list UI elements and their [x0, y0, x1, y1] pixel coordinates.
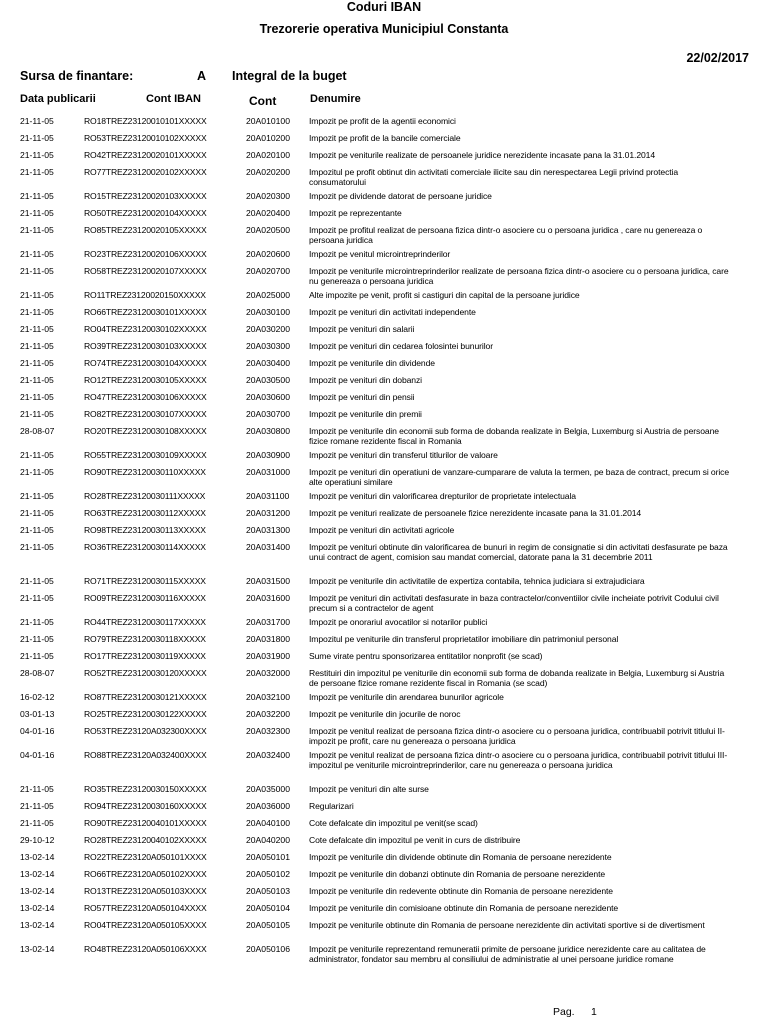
- table-row: [0, 373, 768, 390]
- cell-cont: 20A036000: [246, 801, 290, 811]
- cell-cont-iban: RO82TREZ23120030107XXXXX: [84, 409, 207, 419]
- cell-cont-iban: RO79TREZ23120030118XXXXX: [84, 634, 206, 644]
- table-row: [0, 632, 768, 649]
- cell-data-publicarii: 21-11-05: [20, 467, 54, 477]
- cell-denumire: Cote defalcate din impozitul pe venit(se scad): [309, 818, 478, 828]
- table-row: [0, 591, 768, 615]
- cell-cont-iban: RO90TREZ23120030110XXXXX: [84, 467, 206, 477]
- table-row: [0, 724, 768, 748]
- cell-cont-iban: RO87TREZ23120030121XXXXX: [84, 692, 207, 702]
- cell-data-publicarii: 21-11-05: [20, 409, 54, 419]
- cell-cont-iban: RO50TREZ23120020104XXXXX: [84, 208, 207, 218]
- cell-data-publicarii: 21-11-05: [20, 651, 54, 661]
- page-subtitle: Trezorerie operativa Municipiul Constanta: [259, 22, 509, 36]
- table-row: [0, 322, 768, 339]
- cell-denumire: Impozit pe profit de la bancile comerciale: [309, 133, 461, 143]
- cell-denumire: Impozit pe venituri din activitati desfasurate in baza contractelor/conventiilor civile incheiate potrivit Codului civil precum si a contractelor de agent: [309, 593, 719, 613]
- cell-cont: 20A020100: [246, 150, 290, 160]
- table-row: [0, 206, 768, 223]
- table-row: [0, 816, 768, 833]
- table-row: [0, 884, 768, 901]
- column-header-cont: Cont: [249, 94, 277, 108]
- cell-cont: 20A032400: [246, 750, 290, 760]
- table-row: [0, 114, 768, 131]
- cell-cont: 20A031800: [246, 634, 290, 644]
- table-row: [0, 489, 768, 506]
- cell-denumire: Impozit pe veniturile din dobanzi obtinute din Romania de persoane nerezidente: [309, 869, 606, 879]
- cell-denumire: Impozit pe veniturile din redevente obtinute din Romania de persoane nerezidente: [309, 886, 613, 896]
- cell-denumire: Sume virate pentru sponsorizarea entitatilor nonprofit (se scad): [309, 651, 543, 661]
- report-date: 22/02/2017: [686, 51, 749, 65]
- table-row: [0, 223, 768, 247]
- cell-cont-iban: RO35TREZ23120030150XXXXX: [84, 784, 207, 794]
- cell-cont: 20A030300: [246, 341, 290, 351]
- cell-cont-iban: RO09TREZ23120030116XXXXX: [84, 593, 206, 603]
- cell-data-publicarii: 21-11-05: [20, 341, 54, 351]
- column-header-data: Data publicarii: [20, 93, 96, 105]
- cell-data-publicarii: 21-11-05: [20, 191, 54, 201]
- cell-data-publicarii: 21-11-05: [20, 358, 54, 368]
- cell-denumire: Impozit pe veniturile microintreprinderilor realizate de persoana fizica dintr-o asociere cu o persoana juridica, care nu genereaza o persoana juridica: [309, 266, 729, 286]
- cell-data-publicarii: 13-02-14: [20, 903, 55, 913]
- cell-cont: 20A031300: [246, 525, 290, 535]
- cell-data-publicarii: 21-11-05: [20, 324, 54, 334]
- table-row: [0, 649, 768, 666]
- cell-cont: 20A030800: [246, 426, 290, 436]
- table-row: [0, 540, 768, 574]
- cell-cont: 20A040100: [246, 818, 290, 828]
- cell-denumire: Impozit pe venituri din activitati agricole: [309, 525, 455, 535]
- iban-table: [0, 114, 768, 976]
- cell-data-publicarii: 13-02-14: [20, 944, 55, 954]
- cell-cont: 20A031100: [246, 491, 290, 501]
- table-row: [0, 615, 768, 632]
- cell-data-publicarii: 04-01-16: [20, 750, 55, 760]
- cell-denumire: Impozit pe venituri din salarii: [309, 324, 415, 334]
- cell-cont-iban: RO20TREZ23120030108XXXXX: [84, 426, 207, 436]
- table-row: [0, 799, 768, 816]
- cell-cont: 20A030600: [246, 392, 290, 402]
- cell-data-publicarii: 21-11-05: [20, 634, 54, 644]
- cell-cont: 20A030700: [246, 409, 290, 419]
- cell-cont-iban: RO48TREZ23120A050106XXXX: [84, 944, 207, 954]
- cell-cont-iban: RO22TREZ23120A050101XXXX: [84, 852, 207, 862]
- table-row: [0, 339, 768, 356]
- cell-denumire: Impozit pe venituri din transferul titlurilor de valoare: [309, 450, 498, 460]
- cell-cont-iban: RO18TREZ23120010101XXXXX: [84, 116, 207, 126]
- table-row: [0, 424, 768, 448]
- table-row: [0, 465, 768, 489]
- cell-cont: 20A050102: [246, 869, 290, 879]
- cell-cont-iban: RO53TREZ23120A032300XXXX: [84, 726, 207, 736]
- table-row: [0, 148, 768, 165]
- sursa-description: Integral de la buget: [232, 69, 347, 83]
- cell-cont: 20A020300: [246, 191, 290, 201]
- table-row: [0, 131, 768, 148]
- cell-cont: 20A031600: [246, 593, 290, 603]
- cell-denumire: Impozit pe reprezentante: [309, 208, 402, 218]
- table-row: [0, 574, 768, 591]
- cell-data-publicarii: 21-11-05: [20, 593, 54, 603]
- table-row: [0, 305, 768, 322]
- cell-data-publicarii: 28-08-07: [20, 426, 55, 436]
- cell-data-publicarii: 29-10-12: [20, 835, 55, 845]
- cell-cont: 20A031200: [246, 508, 290, 518]
- cell-data-publicarii: 13-02-14: [20, 869, 55, 879]
- cell-denumire: Impozit pe veniturile din comisioane obtinute din Romania de persoane nerezidente: [309, 903, 619, 913]
- cell-cont-iban: RO12TREZ23120030105XXXXX: [84, 375, 207, 385]
- cell-denumire: Impozit pe veniturile obtinute din Romania de persoane nerezidente din activitati sportive si de divertisment: [309, 920, 705, 930]
- cell-data-publicarii: 21-11-05: [20, 617, 54, 627]
- cell-cont-iban: RO66TREZ23120030101XXXXX: [84, 307, 207, 317]
- cell-cont: 20A031500: [246, 576, 290, 586]
- cell-cont-iban: RO98TREZ23120030113XXXXX: [84, 525, 206, 535]
- cell-data-publicarii: 21-11-05: [20, 576, 54, 586]
- cell-cont: 20A031000: [246, 467, 290, 477]
- cell-cont: 20A030900: [246, 450, 290, 460]
- cell-denumire: Impozit pe veniturile din dividende obtinute din Romania de persoane nerezidente: [309, 852, 612, 862]
- cell-denumire: Impozit pe venituri realizate de persoanele fizice nerezidente incasate pana la 31.01.2014: [309, 508, 642, 518]
- table-row: [0, 707, 768, 724]
- cell-cont: 20A010200: [246, 133, 290, 143]
- table-row: [0, 918, 768, 942]
- cell-cont-iban: RO90TREZ23120040101XXXXX: [84, 818, 207, 828]
- cell-cont: 20A020400: [246, 208, 290, 218]
- page-title: Coduri IBAN: [346, 0, 422, 14]
- cell-cont: 20A025000: [246, 290, 290, 300]
- table-row: [0, 523, 768, 540]
- cell-cont-iban: RO71TREZ23120030115XXXXX: [84, 576, 206, 586]
- cell-cont: 20A030100: [246, 307, 290, 317]
- cell-denumire: Impozitul pe veniturile din transferul proprietatilor imobiliare din patrimoniul personal: [309, 634, 619, 644]
- sursa-label: Sursa de finantare:: [20, 69, 134, 83]
- cell-cont-iban: RO23TREZ23120020106XXXXX: [84, 249, 207, 259]
- cell-cont: 20A050101: [246, 852, 290, 862]
- table-row: [0, 901, 768, 918]
- cell-denumire: Impozit pe veniturile din activitatile de expertiza contabila, tehnica judiciara si extrajudiciara: [309, 576, 645, 586]
- cell-cont-iban: RO42TREZ23120020101XXXXX: [84, 150, 207, 160]
- table-row: [0, 748, 768, 782]
- cell-denumire: Impozit pe veniturile din arendarea bunurilor agricole: [309, 692, 504, 702]
- cell-denumire: Impozit pe veniturile din dividende: [309, 358, 435, 368]
- cell-cont: 20A031700: [246, 617, 290, 627]
- cell-cont: 20A020500: [246, 225, 290, 235]
- cell-denumire: Impozit pe venituri din pensii: [309, 392, 415, 402]
- cell-denumire: Restituiri din impozitul pe veniturile din economii sub forma de dobanda realizate in Belgia, Luxemburg si Austria de persoane fizice romane rezidente fiscal in Romania (se scad): [309, 668, 725, 688]
- cell-data-publicarii: 16-02-12: [20, 692, 55, 702]
- cell-denumire: Impozit pe dividende datorat de persoane juridice: [309, 191, 492, 201]
- cell-cont-iban: RO28TREZ23120030111XXXXX: [84, 491, 206, 501]
- cell-denumire: Impozit pe venituri din dobanzi: [309, 375, 422, 385]
- table-row: [0, 165, 768, 189]
- page-label: Pag.: [553, 1006, 575, 1018]
- cell-data-publicarii: 21-11-05: [20, 150, 54, 160]
- cell-cont: 20A032200: [246, 709, 290, 719]
- cell-cont-iban: RO47TREZ23120030106XXXXX: [84, 392, 207, 402]
- cell-cont-iban: RO94TREZ23120030160XXXXX: [84, 801, 207, 811]
- cell-cont: 20A050104: [246, 903, 290, 913]
- cell-data-publicarii: 28-08-07: [20, 668, 55, 678]
- cell-cont: 20A040200: [246, 835, 290, 845]
- table-row: [0, 448, 768, 465]
- cell-cont-iban: RO44TREZ23120030117XXXXX: [84, 617, 206, 627]
- cell-cont-iban: RO63TREZ23120030112XXXXX: [84, 508, 206, 518]
- cell-data-publicarii: 21-11-05: [20, 491, 54, 501]
- cell-data-publicarii: 21-11-05: [20, 249, 54, 259]
- cell-cont-iban: RO28TREZ23120040102XXXXX: [84, 835, 207, 845]
- cell-cont-iban: RO15TREZ23120020103XXXXX: [84, 191, 207, 201]
- cell-cont-iban: RO85TREZ23120020105XXXXX: [84, 225, 207, 235]
- cell-data-publicarii: 13-02-14: [20, 852, 55, 862]
- cell-data-publicarii: 21-11-05: [20, 208, 54, 218]
- cell-data-publicarii: 21-11-05: [20, 116, 54, 126]
- cell-denumire: Impozit pe veniturile din premii: [309, 409, 422, 419]
- cell-data-publicarii: 21-11-05: [20, 784, 54, 794]
- table-row: [0, 850, 768, 867]
- cell-cont: 20A020200: [246, 167, 290, 177]
- column-header-denumire: Denumire: [310, 93, 361, 105]
- cell-denumire: Impozit pe veniturile reprezentand remuneratii primite de persoane juridice nerezidente care au calitatea de administrator, fondator sau membru al consiliului de administratie al unei persoane juridice romane: [309, 944, 706, 964]
- cell-denumire: Impozit pe veniturile din economii sub forma de dobanda realizate in Belgia, Luxemburg si Austria de persoane fizice romane rezidente fiscal in Romania: [309, 426, 719, 446]
- page-number: 1: [591, 1006, 597, 1018]
- cell-data-publicarii: 13-02-14: [20, 886, 55, 896]
- table-row: [0, 666, 768, 690]
- cell-cont-iban: RO66TREZ23120A050102XXXX: [84, 869, 207, 879]
- cell-denumire: Cote defalcate din impozitul pe venit in curs de distribuire: [309, 835, 521, 845]
- cell-cont-iban: RO88TREZ23120A032400XXXX: [84, 750, 207, 760]
- cell-cont-iban: RO17TREZ23120030119XXXXX: [84, 651, 206, 661]
- cell-cont: 20A030400: [246, 358, 290, 368]
- cell-data-publicarii: 21-11-05: [20, 801, 54, 811]
- cell-cont: 20A020700: [246, 266, 290, 276]
- table-row: [0, 264, 768, 288]
- table-row: [0, 356, 768, 373]
- cell-denumire: Impozit pe veniturile realizate de persoanele juridice nerezidente incasate pana la 31.01.2014: [309, 150, 656, 160]
- sursa-code: A: [197, 69, 207, 83]
- cell-cont: 20A032000: [246, 668, 290, 678]
- cell-data-publicarii: 04-01-16: [20, 726, 55, 736]
- cell-data-publicarii: 03-01-13: [20, 709, 55, 719]
- cell-cont: 20A050103: [246, 886, 290, 896]
- cell-denumire: Impozit pe profitul realizat de persoana fizica dintr-o asociere cu o persoana juridica , care nu genereaza o persoana juridica: [309, 225, 703, 245]
- cell-cont-iban: RO55TREZ23120030109XXXXX: [84, 450, 207, 460]
- cell-cont-iban: RO25TREZ23120030122XXXXX: [84, 709, 207, 719]
- cell-cont-iban: RO53TREZ23120010102XXXXX: [84, 133, 207, 143]
- cell-cont-iban: RO77TREZ23120020102XXXXX: [84, 167, 207, 177]
- cell-denumire: Impozit pe onorariul avocatilor si notarilor publici: [309, 617, 488, 627]
- cell-data-publicarii: 21-11-05: [20, 818, 54, 828]
- cell-cont-iban: RO57TREZ23120A050104XXXX: [84, 903, 207, 913]
- cell-cont: 20A035000: [246, 784, 290, 794]
- cell-denumire: Impozit pe venituri din alte surse: [309, 784, 429, 794]
- table-row: [0, 390, 768, 407]
- table-row: [0, 690, 768, 707]
- cell-cont: 20A050106: [246, 944, 290, 954]
- cell-cont-iban: RO36TREZ23120030114XXXXX: [84, 542, 206, 552]
- cell-denumire: Impozit pe venituri din cedarea folosintei bunurilor: [309, 341, 493, 351]
- cell-denumire: Impozit pe venitul realizat de persoana fizica dintr-o asociere cu o persoana juridica, contribuabil potrivit titlului III-impozitul pe veniturile microintreprinderilor, care nu genereaza o persoana juridica: [309, 750, 728, 770]
- cell-cont: 20A020600: [246, 249, 290, 259]
- cell-cont: 20A030200: [246, 324, 290, 334]
- table-row: [0, 782, 768, 799]
- cell-cont-iban: RO74TREZ23120030104XXXXX: [84, 358, 207, 368]
- cell-denumire: Impozit pe profit de la agentii economici: [309, 116, 456, 126]
- cell-denumire: Impozit pe venituri din operatiuni de vanzare-cumparare de valuta la termen, pe baza de contract, precum si orice alte operatiuni similare: [309, 467, 730, 487]
- cell-cont-iban: RO39TREZ23120030103XXXXX: [84, 341, 207, 351]
- table-row: [0, 942, 768, 976]
- cell-denumire: Impozit pe venituri din activitati independente: [309, 307, 476, 317]
- cell-denumire: Impozit pe venitul microintreprinderilor: [309, 249, 451, 259]
- cell-data-publicarii: 21-11-05: [20, 508, 54, 518]
- cell-cont: 20A050105: [246, 920, 290, 930]
- cell-cont-iban: RO52TREZ23120030120XXXXX: [84, 668, 207, 678]
- cell-data-publicarii: 21-11-05: [20, 375, 54, 385]
- table-row: [0, 506, 768, 523]
- cell-cont: 20A031400: [246, 542, 290, 552]
- table-row: [0, 407, 768, 424]
- cell-data-publicarii: 21-11-05: [20, 450, 54, 460]
- cell-cont-iban: RO04TREZ23120030102XXXXX: [84, 324, 207, 334]
- table-row: [0, 189, 768, 206]
- cell-data-publicarii: 21-11-05: [20, 307, 54, 317]
- cell-cont: 20A031900: [246, 651, 290, 661]
- cell-denumire: Impozitul pe profit obtinut din activitati comerciale ilicite sau din nerespectarea Legii privind protectia consumatorului: [309, 167, 679, 187]
- cell-cont-iban: RO11TREZ23120020150XXXXX: [84, 290, 206, 300]
- cell-denumire: Alte impozite pe venit, profit si castiguri din capital de la persoane juridice: [309, 290, 580, 300]
- table-row: [0, 247, 768, 264]
- cell-denumire: Regularizari: [309, 801, 354, 811]
- cell-cont: 20A010100: [246, 116, 290, 126]
- table-row: [0, 833, 768, 850]
- cell-cont: 20A032100: [246, 692, 290, 702]
- table-row: [0, 867, 768, 884]
- cell-data-publicarii: 21-11-05: [20, 167, 54, 177]
- cell-data-publicarii: 13-02-14: [20, 920, 55, 930]
- cell-data-publicarii: 21-11-05: [20, 392, 54, 402]
- cell-cont: 20A032300: [246, 726, 290, 736]
- cell-denumire: Impozit pe venituri obtinute din valorificarea de bunuri in regim de consignatie si din activitati desfasurate pe baza unui contract de agent, comision sau mandat comercial, datorate pana la 31 decembrie 2011: [309, 542, 728, 562]
- column-header-iban: Cont IBAN: [146, 93, 201, 105]
- cell-data-publicarii: 21-11-05: [20, 266, 54, 276]
- cell-denumire: Impozit pe venituri din valorificarea drepturilor de proprietate intelectuala: [309, 491, 576, 501]
- cell-denumire: Impozit pe veniturile din jocurile de noroc: [309, 709, 461, 719]
- cell-data-publicarii: 21-11-05: [20, 525, 54, 535]
- table-row: [0, 288, 768, 305]
- cell-data-publicarii: 21-11-05: [20, 133, 54, 143]
- cell-data-publicarii: 21-11-05: [20, 290, 54, 300]
- cell-cont-iban: RO13TREZ23120A050103XXXX: [84, 886, 207, 896]
- cell-data-publicarii: 21-11-05: [20, 542, 54, 552]
- cell-cont-iban: RO04TREZ23120A050105XXXX: [84, 920, 207, 930]
- cell-cont: 20A030500: [246, 375, 290, 385]
- cell-denumire: Impozit pe venitul realizat de persoana fizica dintr-o asociere cu o persoana juridica, contribuabil potrivit titlului II-impozit pe profit, care nu genereaza o persoana juridica: [309, 726, 725, 746]
- cell-cont-iban: RO58TREZ23120020107XXXXX: [84, 266, 207, 276]
- cell-data-publicarii: 21-11-05: [20, 225, 54, 235]
